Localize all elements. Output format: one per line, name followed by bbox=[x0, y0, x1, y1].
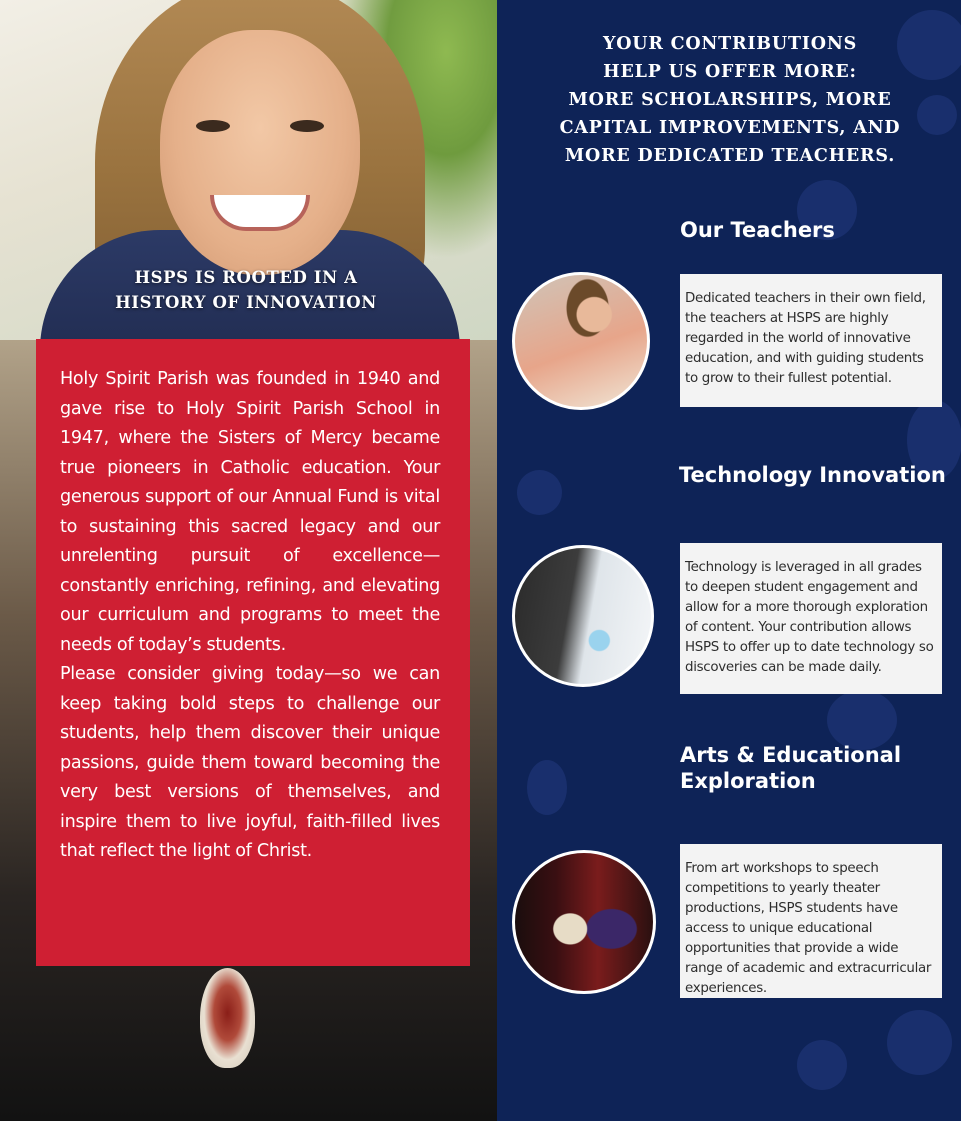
teachers-description: Dedicated teachers in their own field, the teachers at HSPS are highly regarded in the world of innovative education, and with guiding students to grow to their fullest potential. bbox=[680, 274, 942, 407]
paw-print-decoration bbox=[517, 470, 562, 515]
contributions-headline bbox=[512, 30, 948, 170]
headline-line-2: HELP US OFFER MORE: bbox=[603, 62, 857, 82]
teachers-heading: Our Teachers bbox=[680, 218, 835, 242]
history-paragraph-2: Please consider giving today—so we can keep taking bold steps to challenge our students, help them discover their unique passions, guide them toward becoming the very best versions of themselves, and inspire them to live joyful, faith-filled lives that reflect the light of Christ. bbox=[60, 664, 440, 861]
theater-photo bbox=[512, 850, 656, 994]
paw-print-decoration bbox=[887, 1010, 952, 1075]
history-title-line-1: HSPS IS ROOTED IN A bbox=[134, 268, 358, 287]
microscope-photo bbox=[512, 545, 654, 687]
technology-heading: Technology Innovation bbox=[679, 463, 946, 487]
paw-print-decoration bbox=[527, 760, 567, 815]
headline-line-3: MORE SCHOLARSHIPS, MORE bbox=[568, 90, 892, 110]
paw-print-decoration bbox=[827, 690, 897, 750]
headline-line-5: MORE DEDICATED TEACHERS. bbox=[564, 146, 896, 166]
arts-heading-line-2: Exploration bbox=[680, 769, 816, 793]
photo-student-face bbox=[160, 30, 360, 275]
history-title bbox=[40, 265, 452, 315]
history-paragraph-1: Holy Spirit Parish was founded in 1940 and gave rise to Holy Spirit Parish School in 1947, where the Sisters of Mercy became true pioneers in Catholic education. Your generous support of our Annual Fund is vital to sustaining this sacred legacy and our unrelenting pursuit of excellence—constantly enriching, refining, and elevating our curriculum and programs to meet the needs of today’s students. bbox=[60, 369, 440, 655]
teacher-photo bbox=[512, 272, 650, 410]
photo-shell bbox=[200, 968, 255, 1068]
photo-student-eye-left bbox=[196, 120, 230, 132]
photo-student-eye-right bbox=[290, 120, 324, 132]
history-text-box bbox=[36, 339, 470, 966]
technology-description: Technology is leveraged in all grades to deepen student engagement and allow for a more thorough exploration of content. Your contribution allows HSPS to offer up to date technology so discoveries can be made daily. bbox=[680, 543, 942, 694]
paw-print-decoration bbox=[797, 1040, 847, 1090]
history-title-line-2: HISTORY OF INNOVATION bbox=[115, 293, 377, 312]
arts-heading bbox=[680, 742, 901, 794]
headline-line-4: CAPITAL IMPROVEMENTS, AND bbox=[559, 118, 901, 138]
headline-line-1: YOUR CONTRIBUTIONS bbox=[602, 34, 858, 54]
arts-heading-line-1: Arts & Educational bbox=[680, 743, 902, 767]
arts-description: From art workshops to speech competitions to yearly theater productions, HSPS students have access to unique educational opportunities that provide a wide range of academic and extracurricular experiences. bbox=[680, 844, 942, 998]
